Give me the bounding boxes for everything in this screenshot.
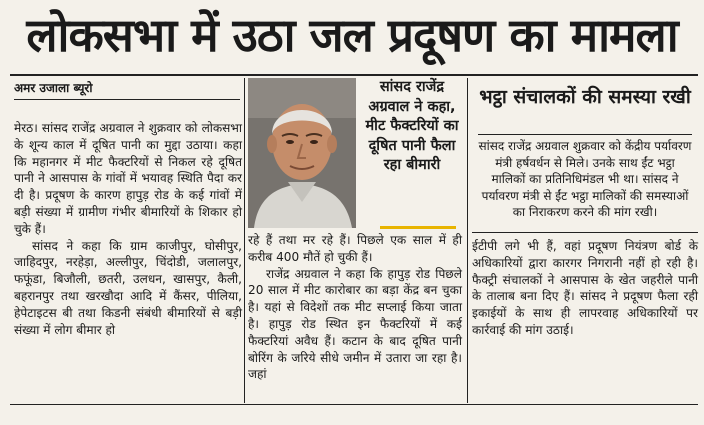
article-column-3 [472, 238, 698, 339]
portrait-image [248, 78, 356, 228]
column-3-paragraph-1: ईटीपी लगे भी हैं, वहां प्रदूषण नियंत्रण बोर्ड के अधिकारियों द्वारा कारगर निगरानी नहीं हो रही है। फैक्ट्री संचालकों ने आसपास के खेत जहरीले पानी के तालाब बना दिए हैं। सांसद ने प्रदूषण फैला रही इकाईयों के साथ ही लापरवाह अधिकारियों पर कार्रवाई की मांग उठाई। [472, 239, 698, 337]
article-column-2 [248, 232, 462, 383]
headline: लोकसभा में उठा जल प्रदूषण का मामला [26, 8, 678, 62]
headline-rule [10, 74, 698, 76]
subhead-rule [478, 134, 692, 135]
mp-portrait-photo [248, 78, 356, 228]
article-column-1 [14, 120, 242, 338]
column-divider-2 [467, 78, 468, 403]
column-2-paragraph-1: रहे हैं तथा मर रहे हैं। पिछले एक साल में ही करीब 400 मौतें हो चुकी हैं। [248, 233, 462, 264]
page-bottom-rule [10, 404, 698, 405]
byline-rule [14, 99, 240, 100]
sidebar-bottom-rule [472, 232, 698, 233]
sidebar-subhead: भट्ठा संचालकों की समस्या रखी [479, 86, 691, 108]
byline: अमर उजाला ब्यूरो [14, 81, 93, 95]
pull-quote-underline [380, 226, 456, 229]
pull-quote: सांसद राजेंद्र अग्रवाल ने कहा, मीट फैक्टरियों का दूषित पानी फैला रहा बीमारी [365, 79, 459, 173]
column-2-paragraph-2: राजेंद्र अग्रवाल ने कहा कि हापुड़ रोड पिछले 20 साल में मीट कारोबार का बड़ा केंद्र बन चुका है। यहां से विदेशों तक मीट सप्लाई किया जाता है। हापुड़ रोड स्थित इन फैक्टरियों में कई फैक्टरियां अवैध हैं। कटान के बाद दूषित पानी बोरिंग के जरिये सीधे जमीन में उतारा जा रहा है। जहां [248, 266, 462, 382]
column-1-paragraph-1: मेरठ। सांसद राजेंद्र अग्रवाल ने शुक्रवार को लोकसभा के शून्य काल में दूषित पानी का मुद्दा उठाया। कहा कि महानगर में मीट फैक्टरियों से निकल रहे दूषित पानी ने आसपास के गांवों में भयावह स्थिति पैदा कर दी है। प्रदूषण के कारण हापुड़ रोड के कई गांवों में बड़ी संख्या में ग्रामीण गंभीर बीमारियों के शिकार हो चुके हैं। [14, 121, 242, 236]
column-divider-1 [244, 78, 245, 403]
sidebar-paragraph: सांसद राजेंद्र अग्रवाल शुक्रवार को केंद्रीय पर्यावरण मंत्री हर्षवर्धन से मिले। उनके साथ ईंट भट्ठा मालिकों का प्रतिनिधिमंडल भी था। सांसद ने पर्यावरण मंत्री से ईंट भट्ठा मालिकों की समस्याओं का निराकरण करने की मांग रखी। [478, 139, 692, 219]
column-1-paragraph-2: सांसद ने कहा कि ग्राम काजीपुर, घोसीपुर, जाहिदपुर, नरहेड़ा, अल्लीपुर, चिंदोडी, जलालपुर, फफूंडा, बिजौली, छतरी, उलधन, खासपुर, कैली, बहरानपुर तथा खरखौदा आदि में कैंसर, पीलिया, हेपेटाइटस बी तथा किडनी संबंधी बीमारियों से बड़ी संख्या में लोग बीमार हो [14, 238, 242, 337]
